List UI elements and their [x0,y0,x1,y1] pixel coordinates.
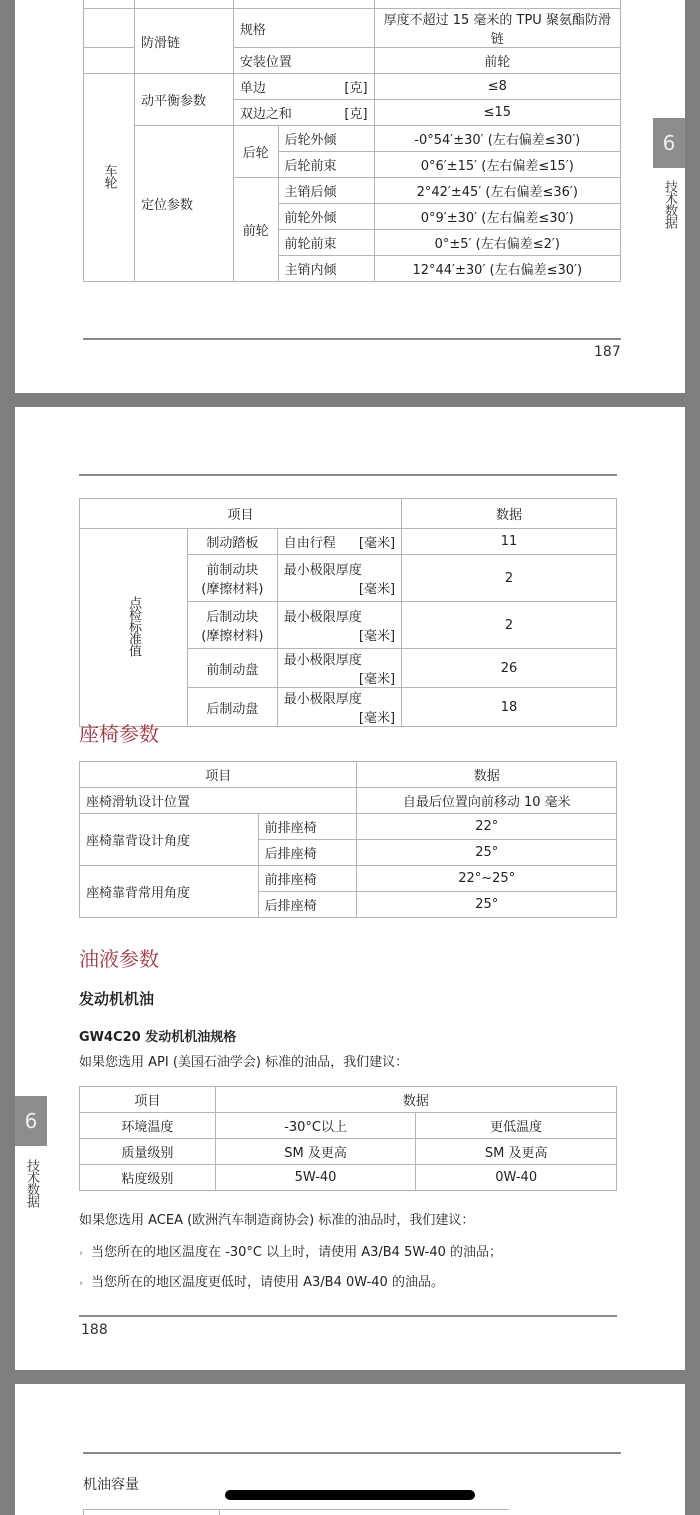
cell-value: 2°42′±45′ (左右偏差≤36′) [374,178,620,204]
cell-value: -0°54′±30′ (左右偏差≤30′) [374,126,620,152]
cell-sub: 单边 [克] [233,74,374,100]
wheel-spec-table [83,0,621,282]
cell-part: 后制动块 (摩擦材料) [188,602,278,649]
cell-value: SM 及更高 [215,1139,416,1165]
cell-sub: 后排座椅 [258,840,357,866]
cell-value: 0°±5′ (左右偏差≤2′) [374,230,620,256]
cell-value: 25° [357,892,617,918]
cell-part: 制动踏板 [188,529,278,555]
header-rule [79,474,617,476]
cell-item: 环境温度 [80,1113,216,1139]
header-item: 项目 [80,499,402,529]
bullet-item: › 当您所在的地区温度在 -30°C 以上时，请使用 A3/B4 5W-40 的油品； [79,1245,503,1260]
cell-sub: 前轮前束 [278,230,374,256]
chapter-tab[interactable]: 6 [15,1096,47,1146]
cell-value: 22° [357,814,617,840]
header-item: 项目 [80,762,357,788]
bullet-item: › 当您所在的地区温度更低时，请使用 A3/B4 0W-40 的油品。 [79,1275,444,1290]
cell-value: 11 [402,529,617,555]
cell-value: 25° [357,840,617,866]
brake-spec-table [79,498,617,727]
section-title-fluid: 油液参数 [79,947,159,971]
cell-item: 防滑链 [135,9,234,74]
page-188 [15,407,685,1370]
cell-value: 2 [402,555,617,602]
cell-value: ≤15 [374,100,620,126]
cell-item: 座椅靠背常用角度 [80,866,259,918]
cell-value: 0°6′±15′ (左右偏差≤15′) [374,152,620,178]
cell-part: 前制动盘 [188,649,278,688]
cell-part: 后制动盘 [188,688,278,727]
api-intro-text: 如果您选用 API (美国石油学会) 标准的油品，我们建议： [79,1055,409,1070]
cell-sub: 前排座椅 [258,814,357,840]
page-number: 188 [81,1322,108,1338]
cell-value: 22°~25° [357,866,617,892]
cell-param: 自由行程 [毫米] [277,529,401,555]
page-187 [15,0,685,393]
cell-value: 18 [402,688,617,727]
cell-param: 最小极限厚度 [毫米] [277,555,401,602]
cell-item: 座椅靠背设计角度 [80,814,259,866]
cell-param: 最小极限厚度 [毫米] [277,602,401,649]
cell-sub: 前轮外倾 [278,204,374,230]
bullet-icon: › [79,1278,83,1289]
cell-value: -30°C以上 [215,1113,416,1139]
cell-value: 5W-40 [215,1165,416,1191]
subsection-engine-oil: 发动机机油 [79,990,155,1008]
oil-capacity-table [83,1509,509,1515]
cell-value: 更低温度 [416,1113,617,1139]
cell-value: 自最后位置向前移动 10 毫米 [357,788,617,814]
cell-sub: 后轮外倾 [278,126,374,152]
cell-sub: 主销内倾 [278,256,374,282]
cell-value: 0W-40 [416,1165,617,1191]
home-indicator[interactable] [225,1490,475,1500]
cell-item: 座椅滑轨设计位置 [80,788,357,814]
header-data: 数据 [357,762,617,788]
cell-part: 前制动块 (摩擦材料) [188,555,278,602]
cell-value: 厚度不超过 15 毫米的 TPU 聚氨酯防滑链 [374,9,620,48]
group-label-inspection: 点检标准值 [80,529,188,727]
acea-intro-text: 如果您选用 ACEA (欧洲汽车制造商协会) 标准的油品时，我们建议： [79,1213,475,1228]
cell-sub: 安装位置 [233,48,374,74]
cell-item: 定位参数 [135,126,234,282]
cell-value: 2 [402,602,617,649]
cell-value: SM 及更高 [416,1139,617,1165]
cell-value: 12°44′±30′ (左右偏差≤30′) [374,256,620,282]
chapter-tab-label: 技术数据 [24,1159,39,1207]
header-data: 数据 [402,499,617,529]
cell-axle: 后轮 [233,126,278,178]
oil-spec-title: GW4C20 发动机机油规格 [79,1030,237,1045]
page-number: 187 [594,344,621,360]
chapter-tab-label: 技术数据 [662,180,677,228]
cell-sub: 前排座椅 [258,866,357,892]
header-item: 项目 [80,1087,216,1113]
cell-param: 最小极限厚度 [毫米] [277,649,401,688]
cell-sub: 后轮前束 [278,152,374,178]
bullet-icon: › [79,1248,83,1259]
subsection-oil-capacity: 机油容量 [83,1477,139,1493]
cell-item: 质量级别 [80,1139,216,1165]
footer-rule [83,338,621,340]
oil-spec-table [79,1086,617,1191]
header-data: 数据 [215,1087,616,1113]
header-rule [83,1452,621,1454]
cell-value: 26 [402,649,617,688]
cell-item: 动平衡参数 [135,74,234,126]
cell-value: 前轮 [374,48,620,74]
cell-sub: 规格 [233,9,374,48]
cell-value: 0°9′±30′ (左右偏差≤30′) [374,204,620,230]
cell-param: 最小极限厚度 [毫米] [277,688,401,727]
cell-sub: 后排座椅 [258,892,357,918]
chapter-tab[interactable]: 6 [653,118,685,168]
cell-sub: 双边之和 [克] [233,100,374,126]
cell-value: ≤8 [374,74,620,100]
cell-sub: 主销后倾 [278,178,374,204]
section-title-seat: 座椅参数 [79,722,159,746]
group-label-wheel: 车轮 [84,74,135,282]
cell-axle: 前轮 [233,178,278,282]
cell-item: 粘度级别 [80,1165,216,1191]
seat-spec-table [79,761,617,918]
footer-rule [79,1315,617,1317]
